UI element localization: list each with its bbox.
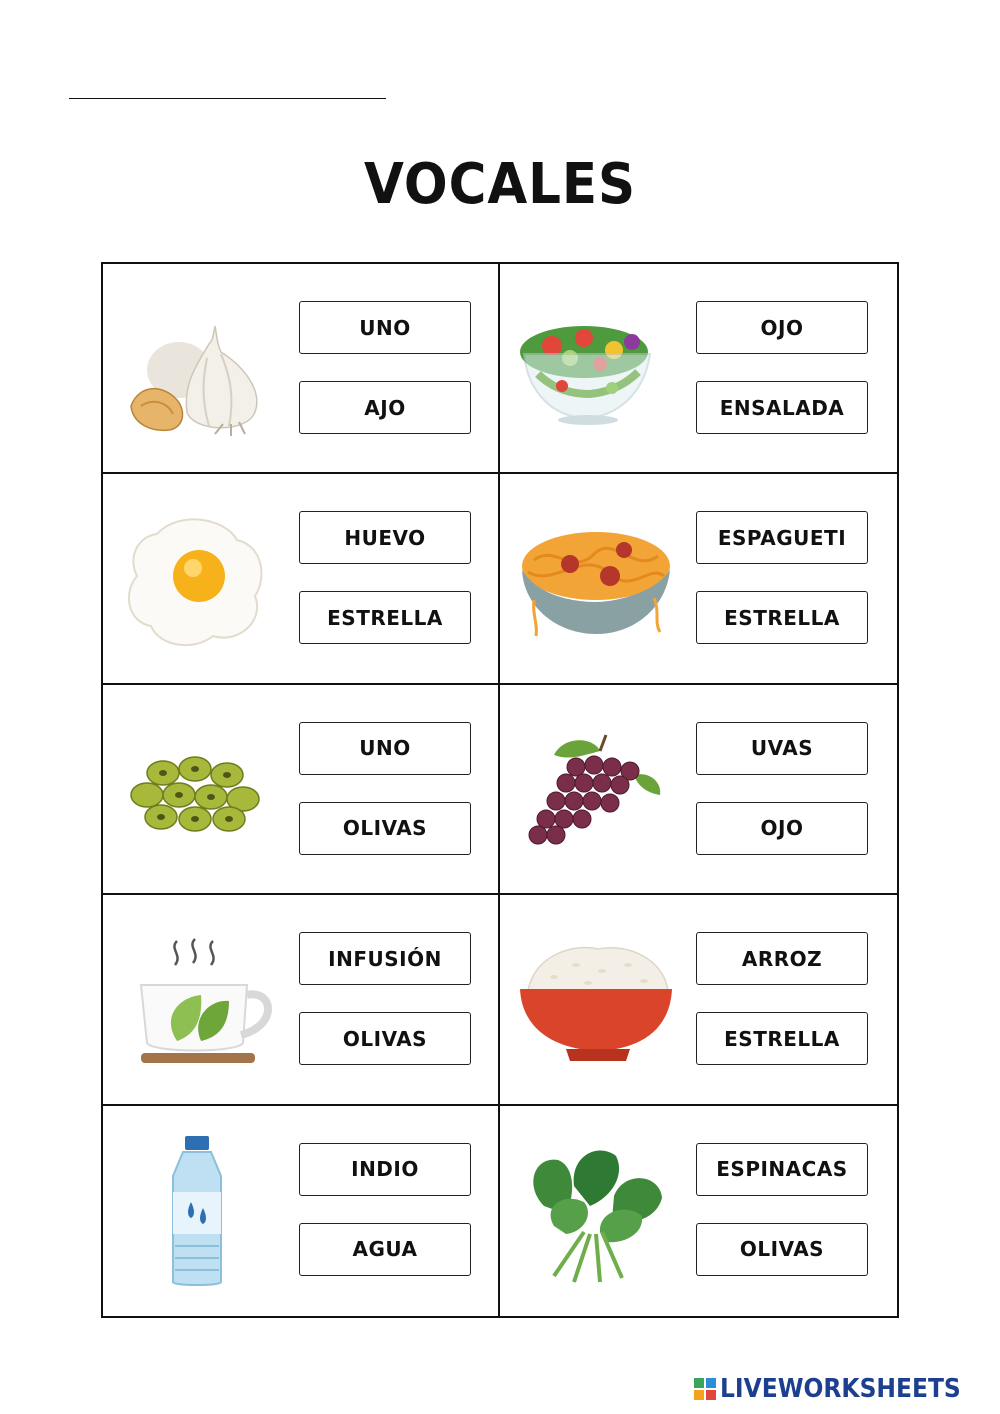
grapes-image xyxy=(514,715,674,865)
answer-option[interactable]: ENSALADA xyxy=(696,381,868,434)
exercise-cell xyxy=(500,474,897,684)
exercise-cell xyxy=(103,264,500,474)
exercise-grid xyxy=(101,262,899,1318)
answer-option[interactable]: UVAS xyxy=(696,722,868,775)
answer-option[interactable]: INDIO xyxy=(299,1143,471,1196)
answer-option[interactable]: AJO xyxy=(299,381,471,434)
answer-option[interactable]: ESTRELLA xyxy=(299,591,471,644)
answer-option[interactable]: HUEVO xyxy=(299,511,471,564)
spaghetti-bowl-image xyxy=(514,504,674,654)
answer-option[interactable]: ESTRELLA xyxy=(696,1012,868,1065)
answer-option[interactable]: UNO xyxy=(299,301,471,354)
answer-option[interactable]: OJO xyxy=(696,301,868,354)
tea-cup-image xyxy=(117,925,277,1075)
answer-option[interactable]: ESPINACAS xyxy=(696,1143,868,1196)
exercise-cell xyxy=(103,685,500,895)
spinach-image xyxy=(514,1136,674,1286)
logo-icon xyxy=(694,1378,716,1400)
water-bottle-image xyxy=(117,1136,277,1286)
exercise-cell xyxy=(500,1106,897,1316)
fried-egg-image xyxy=(117,504,277,654)
exercise-cell xyxy=(500,895,897,1105)
name-line xyxy=(69,98,386,99)
exercise-cell xyxy=(500,264,897,474)
exercise-cell xyxy=(500,685,897,895)
exercise-cell xyxy=(103,474,500,684)
answer-option[interactable]: OLIVAS xyxy=(299,1012,471,1065)
answer-option[interactable]: INFUSIÓN xyxy=(299,932,471,985)
answer-option[interactable]: AGUA xyxy=(299,1223,471,1276)
answer-option[interactable]: OLIVAS xyxy=(299,802,471,855)
page-title: VOCALES xyxy=(363,152,637,217)
exercise-cell xyxy=(103,1106,500,1316)
answer-option[interactable]: ESTRELLA xyxy=(696,591,868,644)
logo-text: LIVEWORKSHEETS xyxy=(720,1374,962,1404)
liveworksheets-logo xyxy=(694,1374,988,1404)
answer-option[interactable]: ARROZ xyxy=(696,932,868,985)
answer-option[interactable]: ESPAGUETI xyxy=(696,511,868,564)
answer-option[interactable]: OLIVAS xyxy=(696,1223,868,1276)
exercise-cell xyxy=(103,895,500,1105)
garlic-image xyxy=(117,294,277,444)
answer-option[interactable]: UNO xyxy=(299,722,471,775)
rice-bowl-image xyxy=(514,925,674,1075)
salad-bowl-image xyxy=(514,294,674,444)
olives-image xyxy=(117,715,277,865)
answer-option[interactable]: OJO xyxy=(696,802,868,855)
